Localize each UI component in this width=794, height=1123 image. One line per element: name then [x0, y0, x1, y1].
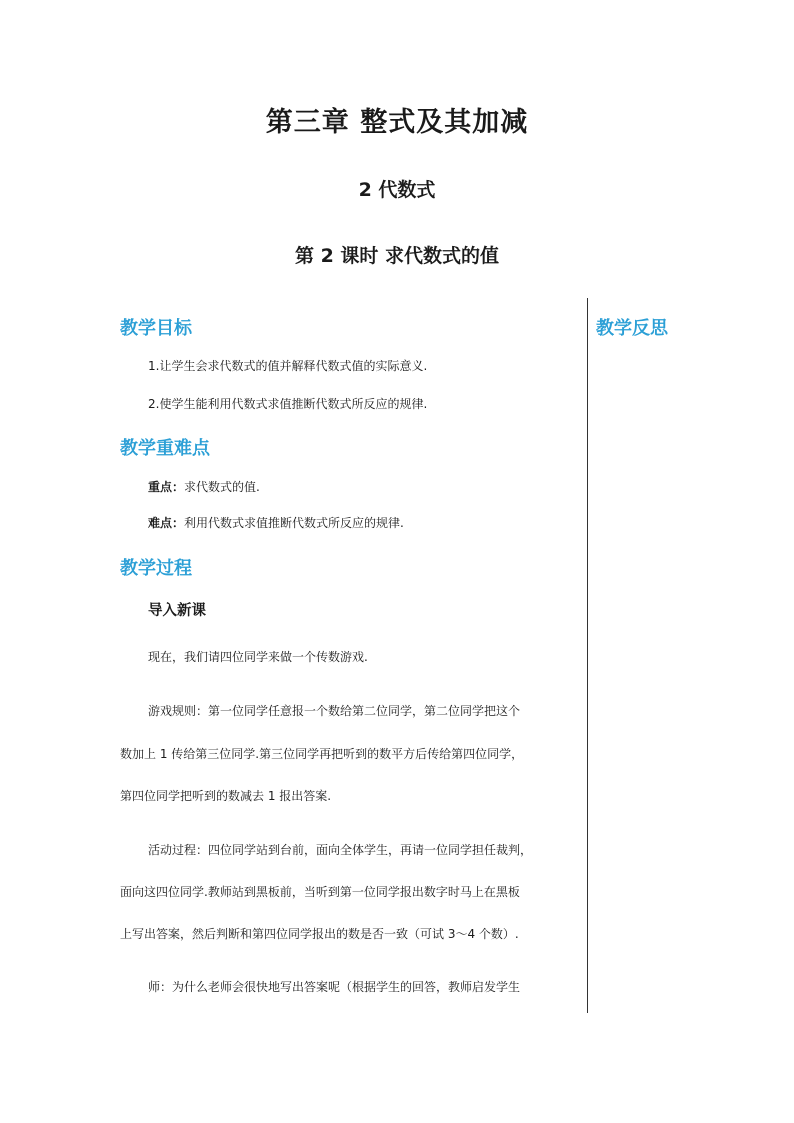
key-point-label: 重点： [148, 480, 185, 494]
process-subheading: 导入新课 [148, 603, 206, 619]
process-paragraph-3-line-3: 上写出答案，然后判断和第四位同学报出的数是否一致（可试 3～4 个数）. [120, 927, 519, 941]
lesson-title: 第 2 课时 求代数式的值 [294, 245, 500, 267]
reflection-heading: 教学反思 [596, 318, 668, 339]
process-paragraph-2-line-3: 第四位同学把听到的数减去 1 报出答案. [120, 789, 332, 803]
objective-item-1: 1.让学生会求代数式的值并解释代数式值的实际意义. [148, 359, 428, 373]
process-paragraph-4: 师：为什么老师会很快地写出答案呢（根据学生的回答，教师启发学生 [148, 980, 521, 994]
difficult-point-text: 利用代数式求值推断代数式所反应的规律. [184, 516, 404, 530]
key-point-text: 求代数式的值. [184, 480, 260, 494]
objective-item-2: 2.使学生能利用代数式求值推断代数式所反应的规律. [148, 397, 428, 411]
difficult-point-line [148, 515, 404, 531]
section-title: 2 代数式 [358, 179, 436, 201]
process-paragraph-3-line-2: 面向这四位同学.教师站到黑板前，当听到第一位同学报出数字时马上在黑板 [120, 885, 520, 899]
difficult-point-label: 难点： [148, 516, 185, 530]
process-paragraph-2-line-2: 数加上 1 传给第三位同学.第三位同学再把听到的数平方后传给第四位同学， [120, 747, 524, 761]
key-points-heading: 教学重难点 [120, 438, 210, 459]
key-point-line [148, 479, 260, 495]
objectives-heading: 教学目标 [120, 318, 192, 339]
chapter-title: 第三章 整式及其加减 [265, 107, 529, 138]
process-paragraph-1: 现在，我们请四位同学来做一个传数游戏. [148, 650, 368, 664]
column-divider [587, 298, 588, 1013]
process-paragraph-2-line-1: 游戏规则：第一位同学任意报一个数给第二位同学，第二位同学把这个 [148, 704, 521, 718]
process-heading: 教学过程 [120, 558, 192, 579]
process-paragraph-3-line-1: 活动过程：四位同学站到台前，面向全体学生，再请一位同学担任裁判， [148, 843, 533, 857]
